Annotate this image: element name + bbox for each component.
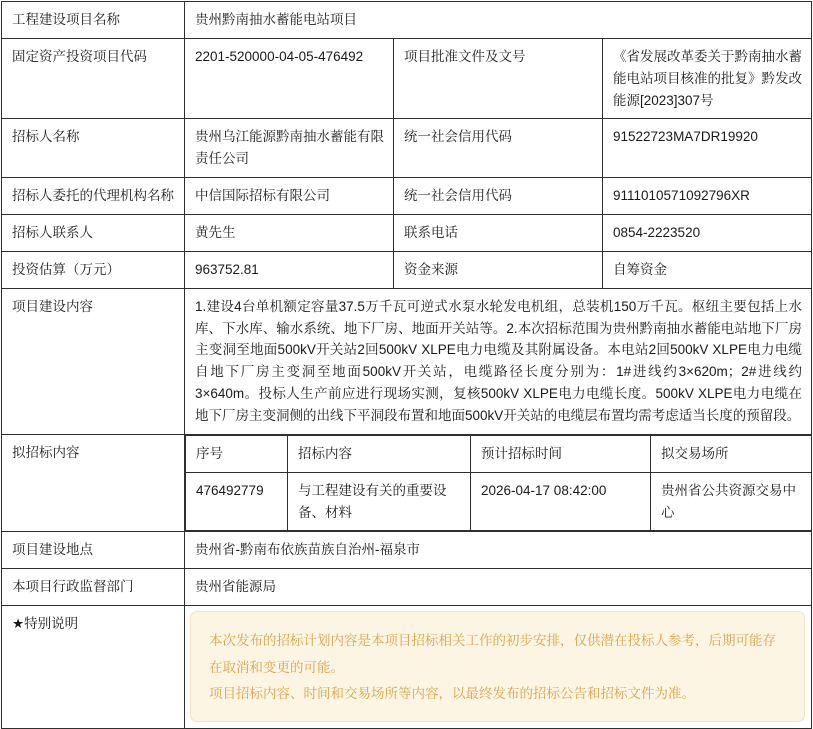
- row-value-tenderer: 贵州乌江能源黔南抽水蓄能有限责任公司: [185, 119, 394, 178]
- special-note-paragraph-2: 项目招标内容、时间和交易场所等内容，以最终发布的招标公告和招标文件为准。: [209, 685, 695, 701]
- bid-cell-seq: 476492779: [186, 472, 288, 531]
- table-row-construction-content: [2, 288, 812, 434]
- row-value-construction-content: [185, 288, 812, 434]
- table-row-investment: [2, 251, 812, 288]
- special-note-paragraph-1: 本次发布的招标计划内容是本项目招标相关工作的初步安排，仅供潜在投标人参考，后期可能存在取消和变更的可能。: [209, 633, 776, 675]
- row-value-project-name: 贵州黔南抽水蓄能电站项目: [185, 2, 812, 39]
- table-row-project-name: [2, 2, 812, 39]
- construction-content-paragraph: 1.建设4台单机额定容量37.5万千瓦可逆式水泵水轮发电机组，总装机150万千瓦。枢纽主要包括上水库、下水库、输水系统、地下厂房、地面开关站等。2.本次招标范围为贵州黔南抽水蓄能电站地下厂房主变洞至地面500kV开关站2回500kV XLPE电力电缆及其附属设备。本电站2回500kV XLPE电力电缆自地下厂房主变洞至地面500kV开关站，电缆路径长度分别为：1#进线约3×620m；2#进线约3×640m。投标人生产前应进行现场实测，复核500kV XLPE电力电缆长度。500kV XLPE电力电缆在地下厂房主变洞侧的出线下平洞段布置和地面500kV开关站的电缆层布置均需考虑适当长度的预留段。: [195, 298, 802, 424]
- table-row-supervisor: [2, 569, 812, 606]
- row-label-approval-document: 项目批准文件及文号: [394, 38, 603, 119]
- table-row-special-note: [2, 606, 812, 729]
- row-value-investment: 963752.81: [185, 251, 394, 288]
- table-row-asset-code: [2, 38, 812, 119]
- row-label-planned-bidding: 拟招标内容: [2, 434, 185, 532]
- row-label-project-name: 工程建设项目名称: [2, 2, 185, 39]
- row-value-agency-credit-code: 9111010571092796XR: [603, 178, 812, 215]
- row-label-tenderer-credit-code: 统一社会信用代码: [394, 119, 603, 178]
- row-value-contact-phone: 0854-2223520: [603, 215, 812, 252]
- row-label-investment: 投资估算（万元）: [2, 251, 185, 288]
- row-value-funding-source: 自筹资金: [603, 251, 812, 288]
- row-label-funding-source: 资金来源: [394, 251, 603, 288]
- table-row-contact: [2, 215, 812, 252]
- row-value-asset-code: 2201-520000-04-05-476492: [185, 38, 394, 119]
- row-value-special-note: [185, 606, 812, 729]
- row-label-location: 项目建设地点: [2, 532, 185, 569]
- row-value-contact: 黄先生: [185, 215, 394, 252]
- row-value-tenderer-credit-code: 91522723MA7DR19920: [603, 119, 812, 178]
- special-note-callout: [190, 611, 805, 722]
- row-value-location: 贵州省-黔南布依族苗族自治州-福泉市: [185, 532, 812, 569]
- table-row-agency: [2, 178, 812, 215]
- row-label-tenderer: 招标人名称: [2, 119, 185, 178]
- row-value-supervisor: 贵州省能源局: [185, 569, 812, 606]
- bid-col-header-content: 招标内容: [288, 435, 471, 472]
- row-value-agency: 中信国际招标有限公司: [185, 178, 394, 215]
- bid-cell-time: 2026-04-17 08:42:00: [471, 472, 651, 531]
- bid-cell-content: 与工程建设有关的重要设备、材料: [288, 472, 471, 531]
- table-row-planned-bidding: [2, 434, 812, 532]
- row-label-agency: 招标人委托的代理机构名称: [2, 178, 185, 215]
- planned-bidding-container: [185, 434, 812, 532]
- bid-col-header-venue: 拟交易场所: [651, 435, 812, 472]
- row-label-special-note: ★特别说明: [2, 606, 185, 729]
- row-label-construction-content: 项目建设内容: [2, 288, 185, 434]
- bid-cell-venue: 贵州省公共资源交易中心: [651, 472, 812, 531]
- bid-table-row: [186, 472, 812, 531]
- row-label-contact: 招标人联系人: [2, 215, 185, 252]
- row-label-contact-phone: 联系电话: [394, 215, 603, 252]
- table-row-tenderer: [2, 119, 812, 178]
- bid-col-header-time: 预计招标时间: [471, 435, 651, 472]
- row-label-asset-code: 固定资产投资项目代码: [2, 38, 185, 119]
- row-label-agency-credit-code: 统一社会信用代码: [394, 178, 603, 215]
- planned-bidding-table: [185, 435, 812, 532]
- row-value-approval-document: 《省发展改革委关于黔南抽水蓄能电站项目核准的批复》黔发改能源[2023]307号: [603, 38, 812, 119]
- table-row-location: [2, 532, 812, 569]
- bid-table-header-row: [186, 435, 812, 472]
- row-label-supervisor: 本项目行政监督部门: [2, 569, 185, 606]
- bid-col-header-seq: 序号: [186, 435, 288, 472]
- bidding-plan-table: [1, 1, 812, 729]
